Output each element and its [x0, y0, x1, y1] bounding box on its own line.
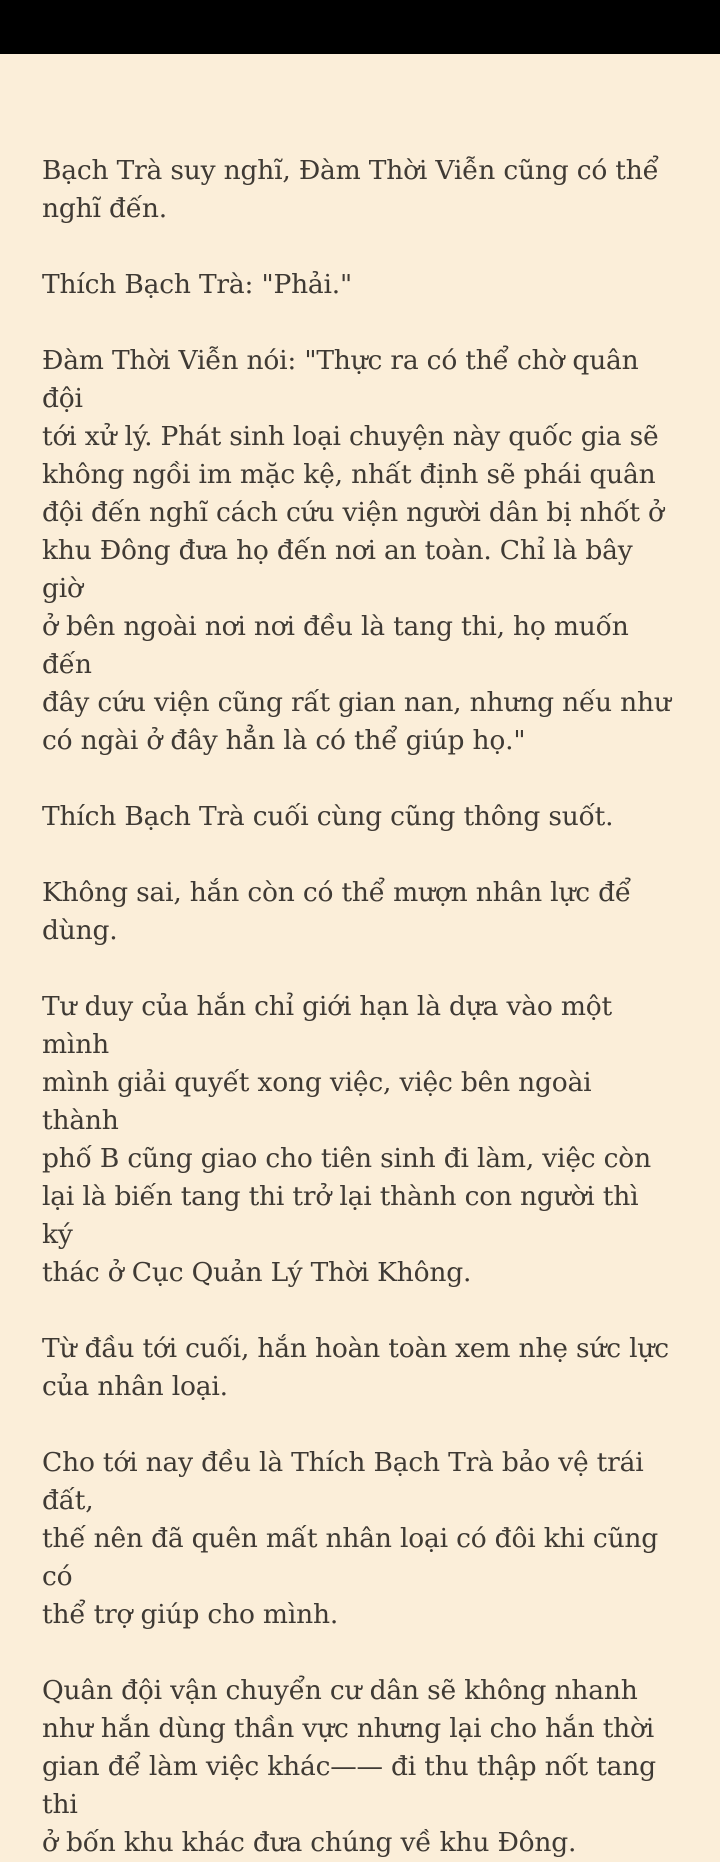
paragraph-5: Không sai, hắn còn có thể mượn nhân lực để dùng.	[42, 877, 632, 946]
paragraph-1: Bạch Trà suy nghĩ, Đàm Thời Viễn cũng có thể nghĩ đến.	[42, 155, 659, 224]
paragraph-4: Thích Bạch Trà cuối cùng cũng thông suốt.	[42, 801, 614, 832]
paragraph-2: Thích Bạch Trà: "Phải."	[42, 269, 353, 300]
reader-content[interactable]	[42, 152, 672, 1858]
paragraph-8: Cho tới nay đều là Thích Bạch Trà bảo vệ trái đất, thế nên đã quên mất nhân loại có đôi khi cũng có thể trợ giúp cho mình.	[42, 1447, 659, 1630]
paragraph-9: Quân đội vận chuyển cư dân sẽ không nhanh như hắn dùng thần vực nhưng lại cho hắn thời gian để làm việc khác—— đi thu thập nốt tang thi ở bốn khu khác đưa chúng về khu Đông.	[42, 1675, 656, 1858]
status-bar	[0, 0, 720, 54]
paragraph-6: Tư duy của hắn chỉ giới hạn là dựa vào một mình mình giải quyết xong việc, việc bên ngoài thành phố B cũng giao cho tiên sinh đi làm, việc còn lại là biến tang thi trở lại thành con người thì ký thác ở Cục Quản Lý Thời Không.	[42, 991, 651, 1288]
paragraph-7: Từ đầu tới cuối, hắn hoàn toàn xem nhẹ sức lực của nhân loại.	[42, 1333, 669, 1402]
paragraph-3: Đàm Thời Viễn nói: "Thực ra có thể chờ quân đội tới xử lý. Phát sinh loại chuyện này quốc gia sẽ không ngồi im mặc kệ, nhất định sẽ phái quân đội đến nghĩ cách cứu viện người dân bị nhốt ở khu Đông đưa họ đến nơi an toàn. Chỉ là bây giờ ở bên ngoài nơi nơi đều là tang thi, họ muốn đến đây cứu viện cũng rất gian nan, nhưng nếu như có ngài ở đây hẳn là có thể giúp họ."	[42, 345, 671, 756]
